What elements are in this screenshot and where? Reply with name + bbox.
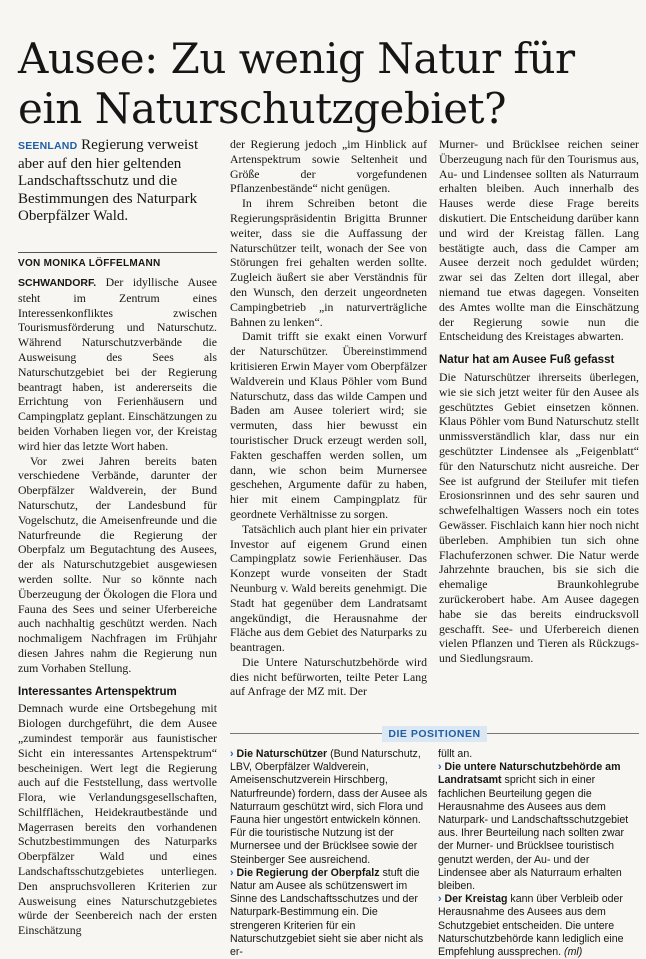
paragraph: Demnach wurde eine Ortsbegehung mit Biologen durchgeführt, die dem Ausee „zumindest temporär aus faunistischer Sicht ein interessantes Artenspektrum“ bescheinigen. Wert legt die Regierung auch auf die Feststellung, dass wertvolle Flora, wie Verlandungsgesellschaften, Schilfflächen, Heidekrautbestände und Magerrasen bereits den vorhandenen Schutzbestimmungen des Naturparks Oberpfälzer Wald und eines Landschaftsschutzgebietes unterliegen. Den anspruchsvolleren Kriterien zur Ausweisung eines Naturschutzgebietes würde der Seenbereich nach der ersten Einschätzung: [18, 701, 217, 938]
arrow-icon: ›: [230, 866, 234, 879]
lede-text: Regierung verweist aber auf den hier geltenden Landschaftsschutz und die Bestimmungen des Naturpark Oberpfälzer Wald.: [18, 137, 199, 225]
paragraph: Tatsächlich auch plant hier ein privater Investor auf eigenem Grund einen Campingplatz sowie Ferienhäuser. Das Konzept wurde vonseiten der Stadt Neunburg v. Wald bereits genehmigt. Die Stadt hat gegenüber dem Landratsamt angekündigt, die Herausnahme der Fläche aus dem Gebiet des Naturparks zu beantragen.: [230, 521, 427, 655]
arrow-icon: ›: [438, 761, 442, 774]
position-text: spricht sich in einer fachlichen Beurteilung gegen die Herausnahme des Ausees aus dem Naturpark- und Landschaftsschutzgebiet aus. Ihrer Beurteilung nach sollten zwar der Murner- und Brücklsee touristisch genutzt werden, der Au- und der Lindensee aber als Naturraum erhalten bleiben.: [438, 774, 629, 893]
paragraph: Vor zwei Jahren bereits baten verschiedene Verbände, darunter der Oberpfälzer Waldverein, der Bund Naturschutz, der Landesbund für Vogelschutz, die Ameisenfreunde und die Naturfreunde die Regierung der Oberpfalz um Begutachtung des Ausees, der als Naturschutzgebiet ausgewiesen werden sollte. Nur so könnte nach Überzeugung der Ökologen die Flora und Fauna des Sees und seiner Uferbereiche auch nachhaltig geschützt werden. Nach nochmaligem Nachfragen im Frühjahr diesen Jahres nahm die Regierung nun zum Vorhaben Stellung.: [18, 453, 217, 675]
position-item: [230, 867, 430, 959]
paragraph: In ihrem Schreiben betont die Regierungspräsidentin Brigitta Brunner weiter, dass sie die Auffassung der Naturschützer teilt, wonach der See von Störungen frei gehalten werden sollte. Zugleich äußert sie aber Verständnis für den Wunsch, den derzeit ungeordneten Campingbetrieb „in naturverträgliche Bahnen zu lenken“.: [230, 196, 427, 329]
lede: [18, 137, 217, 226]
subheading: Natur hat am Ausee Fuß gefasst: [439, 354, 615, 367]
subheading: Interessantes Artenspektrum: [18, 685, 177, 698]
paragraph: Murner- und Brücklsee reichen seiner Überzeugung nach für den Tourismus aus, Au- und Lindensee sollten als Naturraum erhalten bleiben. Auch innerhalb des Hauses werde diese Frage bereits diskutiert. Die Entscheidung darüber kann und wird der Kreistag fällen. Lang bestätigte auch, dass die Camper am Ausee derzeit noch geduldet würden; zwar sei das Zelten dort illegal, aber niemand tue etwas dagegen. Vonseiten des Amtes wollte man die Einschätzung der Regierung sowie nun die Entscheidung des Kreistages abwarten.: [439, 137, 639, 344]
article-column-3: [439, 137, 639, 666]
position-lead: Die Naturschützer: [236, 748, 328, 760]
paragraph: Die Naturschützer ihrerseits überlegen, wie sie sich jetzt weiter für den Ausee als geschütztes Gebiet einsetzen können. Klaus Pöhler vom Bund Naturschutz stellt unmissverständlich klar, dass nur ein geschützter Lindensee als „Feigenblatt“ für den Naturschutz nicht ausreiche. Der See ist aufgrund der Steilufer mit tiefen Erosionsrinnen und des sehr sauren und schwefelhaltigen Wassers noch ein totes Gewässer. Fischlaich kann hier noch nicht überleben. Amphibien tun sich ohne Flachuferzonen schwer. Die Natur werde Jahrzehnte brauchen, bis sie sich die ehemalige Braunkohlegrube zurückerobert habe. Am Ausee dagegen habe sie das bereits eindrucksvoll geschafft. See- und Uferbereich dienen vielen Pflanzen und Tieren als Rückzugs- und Siedlungsraum.: [439, 369, 639, 666]
paragraph: der Regierung jedoch „im Hinblick auf Artenspektrum sowie Seltenheit und Größe der vorgefundenen Pflanzenbestände“ nicht genügen.: [230, 137, 427, 196]
positions-column-1: [230, 748, 430, 959]
position-lead: Die untere Naturschutzbehörde am Landratsamt: [438, 761, 621, 787]
position-lead: Die Regierung der Oberpfalz: [236, 866, 380, 879]
paragraph-text: Der idyllische Ausee steht im Zentrum eines Interessenkonfliktes zwischen Tourismusförderung und Naturschutz. Während Naturschutzverbände die Ausweisung des Sees als Naturschutzgebiet bei der Regierung beantragt haben, ist andererseits die Errichtung von Ferienhäusern und Campingplatz geplant. Einschätzungen zu beiden Vorhaben liegen vor, der Kreistag wird hier das letzte Wort haben.: [18, 275, 217, 453]
dateline: SCHWANDORF.: [18, 277, 97, 289]
section-tag: SEENLAND: [18, 140, 78, 152]
article-column-1: [18, 275, 217, 938]
byline: VON MONIKA LÖFFELMANN: [18, 252, 217, 269]
paragraph: Damit trifft sie exakt einen Vorwurf der Naturschützer. Übereinstimmend kritisieren Erwin Mayer vom Oberpfälzer Waldverein und Klaus Pöhler vom Bund Naturschutz, dass das wilde Campen und Baden am Ausee toleriert wird; sie vermuten, dass hier bewusst ein touristischer Druck erzeugt werden soll, Fakten geschaffen werden sollen, um dann, wie schon beim Murnersee geschehen, Argumente dafür zu haben, hier mit einem Campingplatz für geordnete Verhältnisse zu sorgen.: [230, 329, 427, 521]
position-item: [230, 748, 430, 867]
position-item: [438, 893, 638, 959]
position-text: kann über Verbleib oder Herausnahme des Ausees aus dem Schutzgebiet entscheiden. Die untere Naturschutzbehörde kann lediglich eine Empfehlung aussprechen.: [438, 893, 624, 959]
headline: Ausee: Zu wenig Natur für ein Naturschutzgebiet?: [18, 34, 575, 134]
paragraph: Die Untere Naturschutzbehörde wird dies nicht befürworten, teilte Peter Lang auf Anfrage der MZ mit. Der: [230, 654, 427, 699]
positions-box: [230, 728, 639, 959]
positions-column-2: [438, 748, 638, 959]
paragraph: [18, 275, 217, 454]
positions-title: DIE POSITIONEN: [230, 724, 639, 742]
author-signature: (ml): [564, 946, 583, 959]
position-text: stuft die Natur am Ausee als schützenswert im Sinne des Landschaftsschutzes und der Naturpark-Bestimmung ein. Die strengeren Kriterien für ein Naturschutzgebiet sieht sie aber nicht als er-: [230, 866, 424, 959]
arrow-icon: ›: [438, 893, 442, 906]
position-lead: Der Kreistag: [444, 893, 508, 906]
arrow-icon: ›: [230, 748, 234, 760]
position-item: [438, 761, 638, 893]
position-item-continued: füllt an.: [438, 748, 473, 760]
position-text: (Bund Naturschutz, LBV, Oberpfälzer Waldverein, Ameisenschutzverein Hirschberg, Naturfreunde) fordern, dass der Ausee als Naturraum geschützt wird, sich Flora und Fauna hier ungestört entwickeln können. Für die touristische Nutzung ist der Murnersee und der Brücklsee sowie der Steinberger See ausreichend.: [230, 748, 428, 866]
article-column-2: [230, 137, 427, 699]
